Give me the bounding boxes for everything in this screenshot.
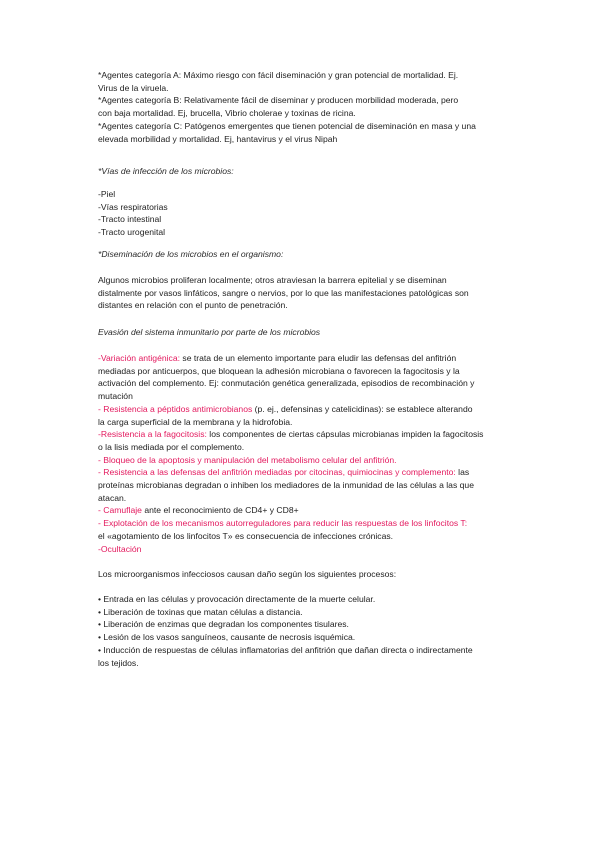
dissemination-heading: *Diseminación de los microbios en el organismo: xyxy=(98,249,284,259)
exploitation-text: el «agotamiento de los linfocitos T» es consecuencia de infecciones crónicas. xyxy=(98,530,394,541)
process-item: • Liberación de toxinas que matan células a distancia. xyxy=(98,606,303,617)
cytokine-resistance-line-2: proteínas microbianas degradan o inhiben los mediadores de la inmunidad de las células a las que xyxy=(98,480,474,491)
route-item: -Piel xyxy=(98,189,116,199)
process-item-last-line-1: • Inducción de respuestas de células inflamatorias del anfitrión que dañan directa o indirectamente xyxy=(98,644,473,655)
phagocytosis-resistance-text: los componentes de ciertas cápsulas microbianas impiden la fagocitosis xyxy=(206,429,484,440)
damage-processes-heading: Los microorganismos infecciosos causan daño según los siguientes procesos: xyxy=(98,569,397,579)
dissemination-text xyxy=(98,274,516,312)
camouflage-line xyxy=(98,504,516,517)
cytokine-resistance-line-1 xyxy=(98,466,516,479)
cytokine-resistance-label: - Resistencia a las defensas del anfitrión mediadas por citocinas, quimiocinas y complemento: xyxy=(98,467,456,478)
damage-processes-list xyxy=(98,593,516,669)
antigenic-variation-line-3: activación del complemento. Ej: conmutación genética generalizada, episodios de recombinación y xyxy=(98,378,475,389)
antigenic-variation-text: se trata de un elemento importante para eludir las defensas del anfitrión xyxy=(180,353,457,363)
evasion-heading-block xyxy=(98,326,516,339)
damage-processes-heading-block xyxy=(98,568,516,581)
dissemination-line: Algunos microbios proliferan localmente; otros atraviesan la barrera epitelial y se diseminan xyxy=(98,275,447,285)
category-b-line-2: con baja mortalidad. Ej, brucella, Vibrio cholerae y toxinas de ricina. xyxy=(98,108,356,119)
infection-routes-list xyxy=(98,188,516,239)
process-item: • Lesión de los vasos sanguíneos, causante de necrosis isquémica. xyxy=(98,632,356,643)
route-item: -Vías respiratorias xyxy=(98,201,168,212)
infection-routes-heading: *Vías de infección de los microbios: xyxy=(98,166,234,176)
occultation-line: -Ocultación xyxy=(98,543,142,554)
route-item: -Tracto intestinal xyxy=(98,214,162,225)
process-item: • Entrada en las células y provocación directamente de la muerte celular. xyxy=(98,594,376,604)
cytokine-resistance-text: las xyxy=(455,467,470,478)
agent-categories xyxy=(98,69,516,145)
category-a-line-2: Virus de la viruela. xyxy=(98,82,169,93)
camouflage-text: ante el reconocimiento de CD4+ y CD8+ xyxy=(141,505,299,516)
peptide-resistance-line-2: la carga superficial de la membrana y la hidrofobia. xyxy=(98,416,293,427)
peptide-resistance-text: (p. ej., defensinas y catelicidinas): se establece alterando xyxy=(252,403,473,414)
cytokine-resistance-line-3: atacan. xyxy=(98,492,127,503)
category-c-line-1: *Agentes categoría C: Patógenos emergentes que tienen potencial de diseminación en masa y una xyxy=(98,120,476,131)
phagocytosis-resistance-line-1 xyxy=(98,428,516,441)
camouflage-label: - Camuflaje xyxy=(98,505,142,516)
evasion-mechanisms xyxy=(98,352,516,555)
exploitation-label: - Explotación de los mecanismos autorreguladores para reducir las respuestas de los linfocitos T: xyxy=(98,518,468,529)
category-b-line-1: *Agentes categoría B: Relativamente fácil de diseminar y producen morbilidad moderada, pero xyxy=(98,95,459,106)
dissemination-line: distalmente por vasos linfáticos, sangre o nervios, por lo que las manifestaciones patológicas son xyxy=(98,287,469,298)
antigenic-variation-label: -Variación antigénica: xyxy=(98,353,181,363)
process-item: • Liberación de enzimas que degradan los componentes tisulares. xyxy=(98,619,349,630)
phagocytosis-resistance-line-2: o la lisis mediada por el complemento. xyxy=(98,441,245,452)
process-item-last-line-2: los tejidos. xyxy=(98,657,139,668)
apoptosis-block-line: - Bloqueo de la apoptosis y manipulación del metabolismo celular del anfitrión. xyxy=(98,454,397,465)
category-c-line-2: elevada morbilidad y mortalidad. Ej, hantavirus y el virus Nipah xyxy=(98,133,338,144)
evasion-heading: Evasión del sistema inmunitario por parte de los microbios xyxy=(98,327,321,337)
antigenic-variation-line-4: mutación xyxy=(98,391,133,402)
peptide-resistance-line-1 xyxy=(98,403,516,416)
route-item: -Tracto urogenital xyxy=(98,227,166,238)
category-a-line-1: *Agentes categoría A: Máximo riesgo con fácil diseminación y gran potencial de mortalidad. Ej. xyxy=(98,70,459,80)
peptide-resistance-label: - Resistencia a péptidos antimicrobianos xyxy=(98,403,253,414)
antigenic-variation-line-1 xyxy=(98,352,516,365)
phagocytosis-resistance-label: -Resistencia a la fagocitosis: xyxy=(98,429,207,440)
infection-routes-heading-block xyxy=(98,165,516,178)
dissemination-line: distantes en relación con el punto de penetración. xyxy=(98,300,288,311)
antigenic-variation-line-2: mediadas por anticuerpos, que bloquean la adhesión microbiana o favorecen la fagocitosis y la xyxy=(98,365,460,376)
dissemination-heading-block xyxy=(98,248,516,261)
